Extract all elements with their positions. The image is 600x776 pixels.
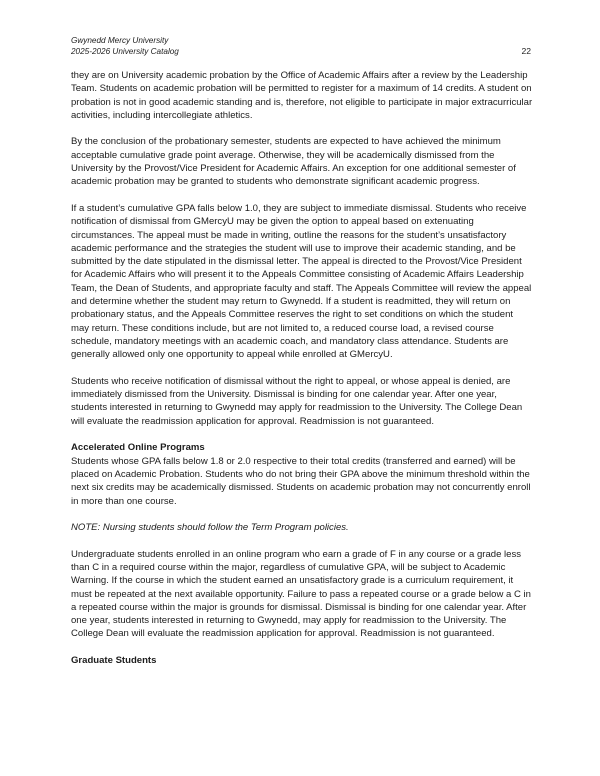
paragraph-dismissal-without-appeal: Students who receive notification of dismissal without the right to appeal, or whose appeal is denied, are immediately dismissed from the University. Dismissal is binding for one calendar year. After one year, students interested in returning to Gwynedd may apply for readmission to the University. The College Dean will evaluate the readmission application for approval. Readmission is not guaranteed. (71, 375, 523, 427)
heading-accelerated-online-programs: Accelerated Online Programs (71, 442, 205, 454)
paragraph-probation-conclusion: By the conclusion of the probationary semester, students are expected to have achieved the minimum acceptable cumulative grade point average. Otherwise, they will be academically dismissed from the University by the Provost/Vice President for Academic Affairs. An exception for one additional semester of academic probation may be granted to students who demonstrate significant academic progress. (71, 136, 516, 188)
paragraph-accelerated-probation: Students whose GPA falls below 1.8 or 2.0 respective to their total credits (transferred and earned) will be placed on Academic Probation. Students who do not bring their GPA above the minimum threshold within the next six credits may be academically dismissed. Students on academic probation may not concurrently enroll in more than one course. (71, 455, 531, 507)
heading-graduate-students: Graduate Students (71, 655, 157, 667)
page-number: 22 (521, 46, 531, 56)
page-body (71, 69, 533, 667)
paragraph-probation-continued: they are on University academic probation by the Office of Academic Affairs after a review by the Leadership Team. Students on academic probation will be permitted to register for a maximum of 14 credits. A student on probation is not in good academic standing and is, therefore, not eligible to participate in major extracurricular activities, including intercollegiate athletics. (71, 70, 533, 121)
institution-name: Gwynedd Mercy University (71, 36, 169, 45)
page-header (71, 35, 531, 57)
paragraph-online-academic-warning: Undergraduate students enrolled in an online program who earn a grade of F in any course or a grade less than C in a required course within the major, regardless of cumulative GPA, will be subject to Academic Warning. If the course in which the student earned an unsatisfactory grade is a curriculum requirement, it must be repeated at the next available opportunity. Failure to pass a repeated course or a grade below a C in a repeated course within the major is grounds for dismissal. Dismissal is binding for one calendar year. After one year, students interested in returning to Gwynedd, may apply for readmission to the University. The College Dean will evaluate the readmission application for approval. Readmission is not guaranteed. (71, 548, 531, 640)
catalog-title: 2025-2026 University Catalog (71, 47, 179, 56)
paragraph-dismissal-appeal: If a student’s cumulative GPA falls below 1.0, they are subject to immediate dismissal. Students who receive notification of dismissal from GMercyU may be given the option to appeal based on extenuating circumstances. The appeal must be made in writing, outline the reasons for the student’s unsatisfactory academic performance and the strategies the student will use to improve their academic standing, and be submitted by the date stipulated in the dismissal letter. The appeal is directed to the Provost/Vice President for Academic Affairs who will present it to the Appeals Committee consisting of Academic Affairs Leadership Team, the Dean of Students, and appropriate faculty and staff. The Appeals Committee will review the appeal and determine whether the student may return to Gwynedd. If a student is readmitted, they will return on probationary status, and the Appeals Committee reserves the right to set conditions on which the student may return. These conditions include, but are not limited to, a reduced course load, a revised course schedule, mandatory meetings with an academic coach, and mandatory class attendance. Students are generally allowed only one opportunity to appeal while enrolled at GMercyU. (71, 202, 532, 361)
note-nursing-students: NOTE: Nursing students should follow the Term Program policies. (71, 522, 349, 534)
